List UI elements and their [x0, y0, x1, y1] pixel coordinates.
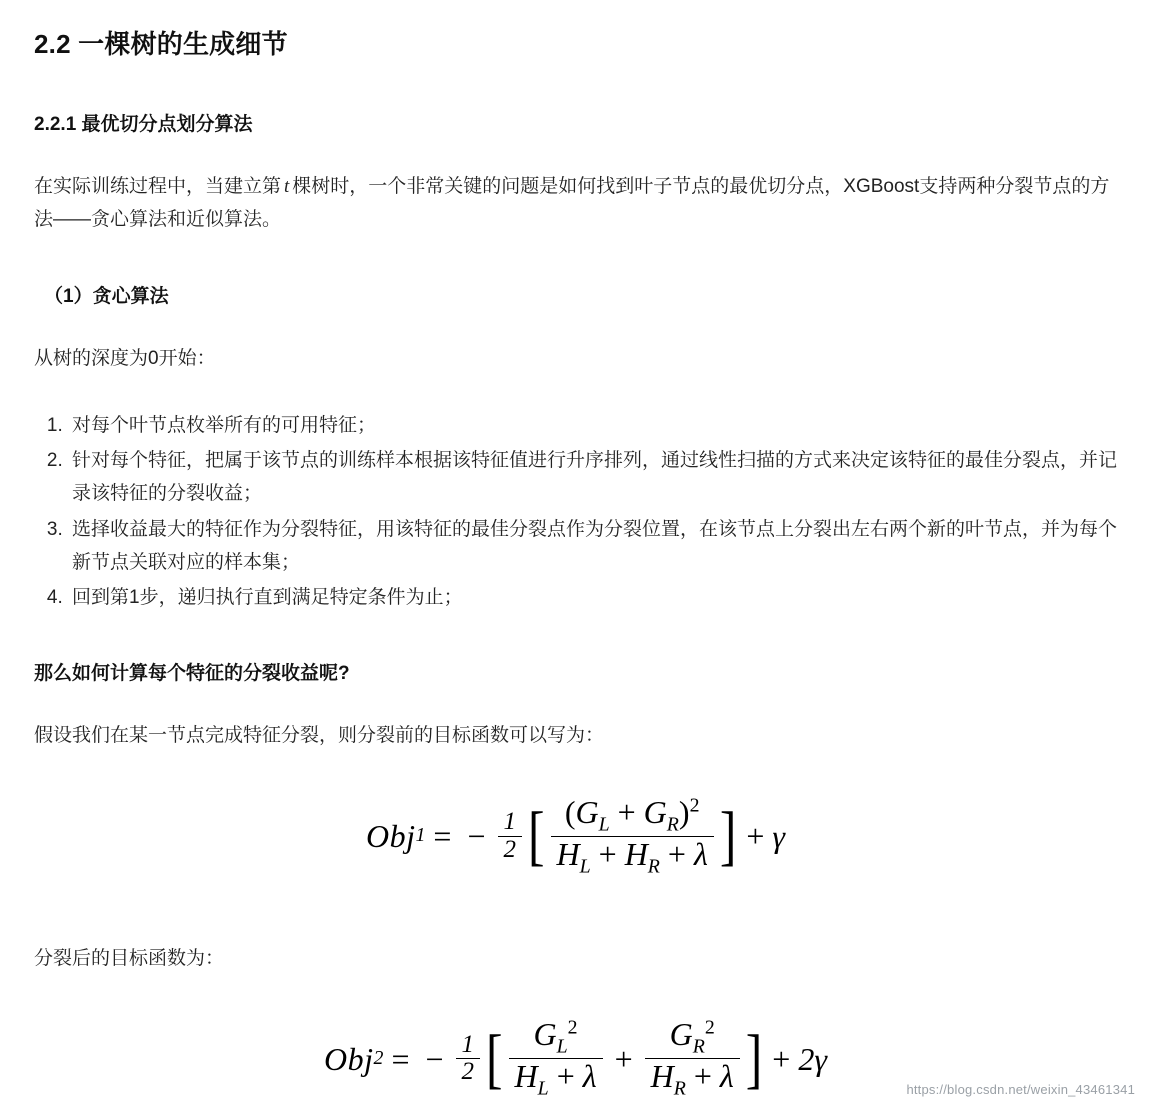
- list-item: 3. 选择收益最大的特征作为分裂特征，用该特征的最佳分裂点作为分裂位置，在该节点上分裂出左右两个新的叶节点，并为每个新节点关联对应的样本集；: [68, 513, 1117, 580]
- g-left: G: [533, 1016, 557, 1053]
- g-right-subscript: R: [666, 812, 679, 835]
- obj1-label: Obj: [365, 818, 416, 855]
- question-heading: 那么如何计算每个特征的分裂收益呢?: [34, 663, 350, 685]
- formula-after-split-math: [324, 1017, 827, 1100]
- g-right: G: [643, 793, 667, 830]
- fraction-numerator: [664, 1017, 721, 1058]
- gamma-symbol: γ: [772, 818, 785, 855]
- one-half-fraction: [498, 809, 522, 864]
- plus-sign: +: [598, 835, 617, 872]
- g-left-exponent: 2: [567, 1016, 578, 1039]
- plus-sign: +: [617, 793, 636, 830]
- open-paren: (: [564, 793, 576, 830]
- fraction-denominator: [551, 837, 714, 878]
- greedy-lead-text: 从树的深度为0开始：: [34, 347, 216, 369]
- left-bracket: [: [486, 1021, 503, 1096]
- list-item: 2. 针对每个特征，把属于该节点的训练样本根据该特征值进行升序排列，通过线性扫描的方式来决定该特征的最佳分裂点，并记录该特征的分裂收益；: [68, 444, 1117, 511]
- equals-sign: =: [391, 1040, 410, 1077]
- plus-sign: +: [556, 1058, 575, 1095]
- left-bracket: [: [527, 798, 545, 873]
- right-bracket: ]: [719, 798, 737, 873]
- g-right: G: [669, 1016, 693, 1053]
- left-fraction: [509, 1017, 603, 1100]
- intro-paragraph: [34, 170, 1117, 237]
- greedy-algorithm-heading: （1）贪心算法: [44, 285, 169, 307]
- h-right-subscript: R: [647, 855, 660, 878]
- g-right-exponent: 2: [704, 1016, 715, 1039]
- squared-exponent: 2: [689, 793, 700, 816]
- obj1-subscript: 1: [415, 824, 426, 847]
- h-right: H: [650, 1058, 674, 1095]
- intro-variable: t: [284, 176, 290, 197]
- gamma-symbol: γ: [814, 1040, 827, 1077]
- plus-sign: +: [693, 1058, 712, 1095]
- formula-before-split: [34, 795, 1117, 878]
- right-fraction: [645, 1017, 740, 1100]
- fraction-denominator: 2: [461, 1058, 475, 1086]
- obj2-label: Obj: [324, 1040, 374, 1077]
- fraction-denominator: 2: [503, 835, 516, 863]
- h-left-subscript: L: [579, 855, 591, 878]
- list-item: 4. 回到第1步，递归执行直到满足特定条件为止；: [68, 581, 1117, 614]
- g-left-subscript: L: [556, 1035, 568, 1058]
- plus-sign-2: +: [667, 835, 686, 872]
- right-bracket: ]: [745, 1021, 763, 1096]
- intro-paragraph-part2: 棵树时，一个非常关键的问题是如何找到叶子节点的最优切分点，XGBoost支持两种分裂节点的方法——贪心算法和近似算法。: [34, 176, 1110, 231]
- fraction-numerator: [559, 795, 706, 836]
- fraction-numerator: [528, 1017, 584, 1058]
- h-right: H: [624, 835, 648, 872]
- minus-sign: −: [467, 818, 486, 855]
- fraction-denominator: [645, 1059, 740, 1100]
- watermark: https://blog.csdn.net/weixin_43461341: [906, 1082, 1135, 1097]
- greedy-steps-list: [34, 409, 1117, 615]
- tail-plus-sign: +: [772, 1040, 791, 1077]
- after-split-text: 分裂后的目标函数为：: [34, 947, 225, 969]
- page-title: 2.2 一棵树的生成细节: [34, 29, 288, 59]
- tail-plus-sign: +: [746, 818, 765, 855]
- g-right-subscript: R: [692, 1035, 705, 1058]
- minus-sign: −: [425, 1040, 444, 1077]
- formula-before-split-math: [366, 795, 785, 878]
- fraction-numerator: 1: [461, 1030, 475, 1058]
- h-right-subscript: R: [673, 1077, 686, 1100]
- subsection-title: 2.2.1 最优切分点划分算法: [34, 114, 253, 135]
- h-left-subscript: L: [537, 1077, 549, 1100]
- middle-plus-sign: +: [614, 1040, 633, 1077]
- fraction-denominator: [509, 1059, 603, 1100]
- one-half-fraction: [456, 1032, 480, 1087]
- lambda-symbol: λ: [719, 1058, 734, 1095]
- lambda-symbol: λ: [693, 835, 708, 872]
- h-left: H: [556, 835, 580, 872]
- before-split-text: 假设我们在某一节点完成特征分裂，则分裂前的目标函数可以写为：: [34, 725, 605, 747]
- list-item: 1. 对每个叶节点枚举所有的可用特征；: [68, 409, 1117, 442]
- obj2-subscript: 2: [373, 1047, 384, 1070]
- intro-paragraph-part1: 在实际训练过程中，当建立第: [34, 176, 282, 197]
- g-left-subscript: L: [598, 812, 610, 835]
- main-fraction: [551, 795, 714, 878]
- tail-coefficient: 2: [798, 1040, 815, 1077]
- equals-sign: =: [433, 818, 452, 855]
- fraction-numerator: 1: [503, 807, 516, 835]
- lambda-symbol: λ: [582, 1058, 597, 1095]
- g-left: G: [575, 793, 599, 830]
- close-paren: ): [678, 793, 690, 830]
- h-left: H: [514, 1058, 538, 1095]
